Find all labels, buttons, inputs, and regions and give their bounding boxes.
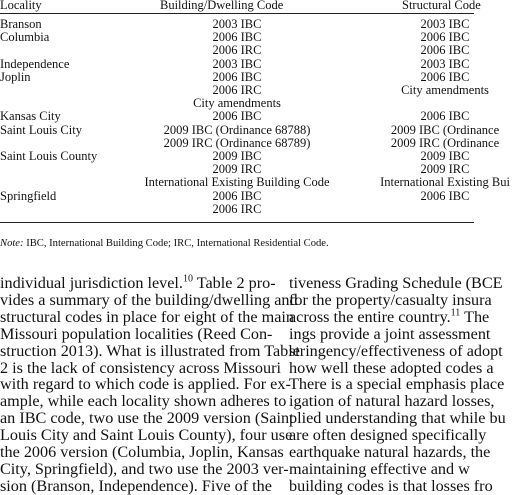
text-line: [289, 274, 503, 292]
text-line: [289, 476, 493, 495]
cell-building-code: 2006 IBC: [212, 30, 262, 45]
text-line: [289, 307, 490, 326]
cell-building-code: City amendments: [193, 96, 281, 111]
text-line: [289, 290, 492, 309]
cell-locality: Saint Louis County: [0, 149, 98, 163]
table-row: [0, 71, 474, 84]
cell-building-code: 2006 IRC: [212, 201, 262, 216]
text-line: [0, 290, 298, 309]
text-line: [289, 392, 495, 411]
text-run: igation of natural hazard losses,: [289, 392, 495, 411]
text-line: [0, 324, 273, 343]
text-line: [289, 409, 506, 428]
text-run: The: [460, 307, 490, 326]
text-line: [0, 307, 294, 326]
text-line: [289, 426, 487, 445]
cell-structural-code: 2003 IBC: [420, 17, 470, 31]
text-run: for the property/casualty insura: [289, 290, 492, 309]
body-text-right-column: [289, 274, 506, 495]
cell-locality: Independence: [0, 56, 70, 71]
cell-structural-code: 2006 IBC: [420, 43, 470, 58]
cell-building-code: 2009 IRC: [212, 162, 262, 177]
text-run: building codes is that losses fro: [289, 476, 493, 495]
cell-building-code: International Existing Building Code: [144, 175, 330, 190]
note-label: Note:: [0, 238, 24, 249]
table-row: [0, 203, 474, 216]
text-run: structural codes in place for eight of the main: [0, 307, 294, 326]
text-line: [289, 358, 494, 377]
text-run: There is a special emphasis place: [289, 375, 505, 394]
cell-building-code: 2006 IBC: [212, 188, 262, 203]
cell-building-code: 2009 IBC: [212, 149, 262, 163]
cell-locality: Columbia: [0, 30, 50, 45]
text-run: how well these adopted codes a: [289, 358, 494, 377]
text-line: [0, 478, 270, 495]
table-row: [0, 31, 474, 44]
cell-structural-code: International Existing Bui: [380, 175, 510, 190]
note-text: IBC, International Building Code; IRC, International Residential Code.: [23, 238, 329, 249]
text-run: Table 2 pro-: [192, 274, 276, 292]
text-run: tiveness Grading Schedule (BCE: [289, 274, 503, 292]
text-line: [0, 443, 284, 462]
table-row: [0, 97, 474, 110]
table-row: [0, 135, 500, 150]
cell-building-code: 2003 IBC: [212, 17, 262, 31]
table-row: [0, 175, 510, 190]
cell-structural-code: 2003 IBC: [420, 56, 470, 71]
text-line: [0, 273, 276, 292]
text-line: [289, 375, 505, 394]
cell-locality: Springfield: [0, 188, 57, 203]
bottom-rule: [0, 222, 474, 223]
text-run: are often designed specifically: [289, 426, 487, 445]
cell-structural-code: City amendments: [401, 83, 489, 97]
cell-locality: Joplin: [0, 69, 31, 84]
header-building-code: Building/Dwelling Code: [160, 0, 284, 12]
cell-building-code: 2006 IBC: [212, 69, 262, 84]
text-run: struction 2013). What is illustrated from Table: [0, 341, 300, 360]
text-line: [289, 461, 479, 478]
text-run: earthquake natural hazards, the: [289, 443, 491, 462]
text-run: Louis City and Saint Louis County), four use: [0, 426, 293, 445]
text-line: [0, 426, 293, 445]
cell-structural-code: 2009 IRC (Ordinance: [390, 135, 500, 150]
cell-building-code: 2006 IBC: [212, 109, 262, 124]
text-run: stringency/effectiveness of adopt: [289, 341, 503, 360]
cell-structural-code: 2009 IRC: [420, 162, 470, 177]
table-row: [0, 163, 474, 176]
cell-building-code: 2006 IRC: [212, 43, 262, 58]
text-line: [0, 341, 300, 360]
text-run: individual jurisdiction level.: [0, 274, 183, 292]
cell-structural-code: 2009 IBC (Ordinance: [390, 122, 500, 137]
text-run: 2 is the lack of consistency across Missouri: [0, 358, 281, 377]
table-row: [0, 44, 474, 57]
footnote-ref[interactable]: 11: [450, 307, 461, 319]
header-structural-code: Structural Code: [402, 0, 481, 12]
cell-structural-code: 2006 IBC: [420, 109, 470, 124]
text-run: ample, while each locality shown adheres to: [0, 392, 287, 411]
cell-structural-code: 2006 IBC: [420, 188, 470, 203]
cell-building-code: 2003 IBC: [212, 56, 262, 71]
cell-structural-code: 2006 IBC: [420, 69, 470, 84]
text-line: [0, 375, 291, 394]
text-run: across the entire country.: [289, 307, 451, 326]
cell-locality: Kansas City: [0, 109, 61, 124]
table-row: [0, 58, 474, 71]
cell-structural-code: 2009 IBC: [420, 149, 470, 163]
table-note: [0, 238, 474, 249]
header-rule: [0, 13, 474, 14]
text-line: [0, 459, 289, 478]
cell-building-code: 2009 IRC (Ordinance 68789): [163, 135, 311, 150]
text-run: Missouri population localities (Reed Con-: [0, 324, 273, 343]
table-row: [0, 122, 500, 137]
text-run: vides a summary of the building/dwelling and: [0, 290, 298, 309]
text-line: [0, 392, 287, 411]
text-line: [289, 443, 491, 462]
text-run: maintaining effective and w: [289, 459, 470, 478]
text-run: City, Springfield), and two use the 2003 ver-: [0, 459, 289, 478]
cell-building-code: 2006 IRC: [212, 83, 262, 97]
text-run: sion (Branson, Independence). Five of the: [0, 476, 272, 495]
table-row: [0, 190, 474, 203]
header-locality: Locality: [0, 0, 42, 12]
table-row: [0, 110, 474, 123]
text-line: [0, 409, 294, 428]
text-line: [289, 341, 503, 360]
text-run: the 2006 version (Columbia, Joplin, Kansas: [0, 443, 284, 462]
text-run: plied understanding that while bu: [289, 409, 506, 428]
body-text-left-column: [0, 273, 300, 495]
text-run: an IBC code, two use the 2009 version (Saint: [0, 409, 294, 428]
text-run: ings provide a joint assessment: [289, 324, 491, 343]
cell-locality: Branson: [0, 17, 42, 31]
cell-locality: Saint Louis City: [0, 122, 82, 137]
text-line: [0, 358, 281, 377]
text-run: with regard to which code is applied. For ex-: [0, 375, 291, 394]
cell-structural-code: 2006 IBC: [420, 30, 470, 45]
cell-building-code: 2009 IBC (Ordinance 68788): [163, 122, 311, 137]
footnote-ref[interactable]: 10: [182, 273, 193, 285]
text-line: [289, 324, 491, 343]
